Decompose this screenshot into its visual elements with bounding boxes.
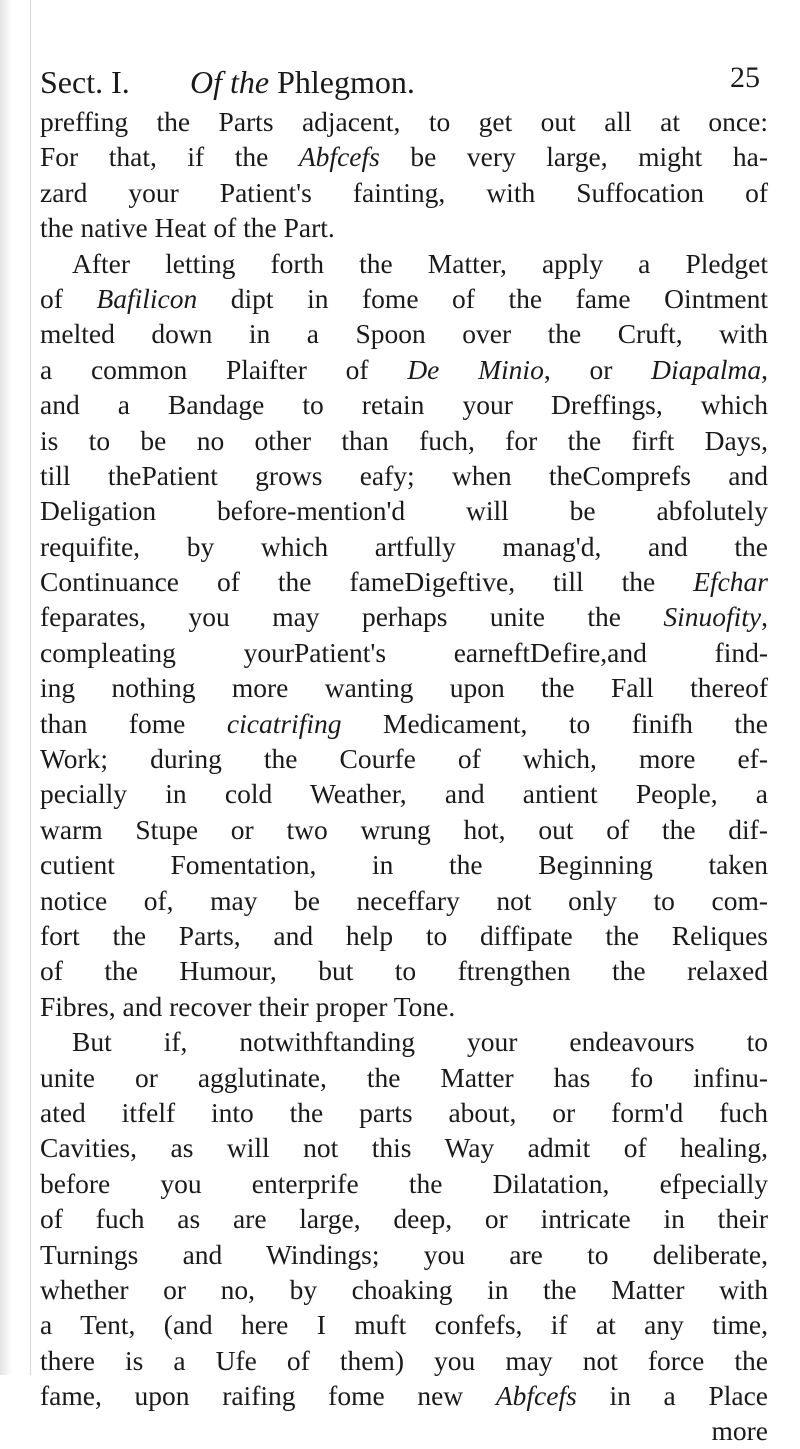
text-line: Cavities, as will not this Way admit of healing, <box>40 1132 768 1164</box>
text-line: But if, notwithftanding your endeavours to <box>72 1026 768 1058</box>
section-label: Sect. I. <box>40 64 130 100</box>
text-line: till thePatient grows eafy; when theComprefs and <box>40 459 768 491</box>
text-line: Fibres, and recover their proper Tone. <box>40 990 456 1022</box>
text-line: unite or agglutinate, the Matter has fo infinu- <box>40 1061 768 1093</box>
text-line: ing nothing more wanting upon the Fall thereof <box>40 672 768 704</box>
running-header <box>40 62 760 102</box>
body-text <box>40 104 768 1449</box>
text-line: the native Heat of the Part. <box>40 212 335 244</box>
text-line: more <box>711 1415 768 1447</box>
text-line: requifite, by which artfully manag'd, and the <box>40 530 768 562</box>
text-line: Turnings and Windings; you are to deliberate, <box>40 1238 768 1270</box>
text-line: a common Plaifter of De Minio, or Diapalma, <box>40 353 768 385</box>
text-line: is to be no other than fuch, for the firft Days, <box>40 424 768 456</box>
text-line: After letting forth the Matter, apply a Pledget <box>72 247 768 279</box>
text-line: fort the Parts, and help to diffipate the Reliques <box>40 919 768 951</box>
text-line: feparates, you may perhaps unite the Sinuofity, <box>40 601 768 633</box>
text-line: Continuance of the fameDigeftive, till the Efchar <box>40 566 768 598</box>
chapter-title-italic: Of the <box>190 64 270 100</box>
chapter-title <box>190 62 415 102</box>
text-line: Work; during the Courfe of which, more ef- <box>40 743 768 775</box>
text-line: warm Stupe or two wrung hot, out of the dif- <box>40 813 768 845</box>
chapter-title-rest: Phlegmon. <box>269 64 415 100</box>
text-line: notice of, may be neceffary not only to com- <box>40 884 768 916</box>
text-line: of the Humour, but to ftrengthen the relaxed <box>40 955 768 987</box>
text-line: a Tent, (and here I muft confefs, if at any time, <box>40 1309 768 1341</box>
page-gutter-shadow <box>0 0 12 1375</box>
text-line: pecially in cold Weather, and antient People, a <box>40 778 768 810</box>
text-line: ated itfelf into the parts about, or form'd fuch <box>40 1096 768 1128</box>
text-line: For that, if the Abfcefs be very large, might ha- <box>40 141 768 173</box>
text-line: than fome cicatrifing Medicament, to finifh the <box>40 707 768 739</box>
text-line: and a Bandage to retain your Dreffings, which <box>40 389 768 421</box>
text-line: before you enterprife the Dilatation, efpecially <box>40 1167 768 1199</box>
page-fold-line <box>30 0 31 1375</box>
text-line: whether or no, by choaking in the Matter with <box>40 1273 768 1305</box>
text-line: melted down in a Spoon over the Cruft, with <box>40 318 768 350</box>
text-line: fame, upon raifing fome new Abfcefs in a Place <box>40 1380 768 1412</box>
text-line: of Bafilicon dipt in fome of the fame Ointment <box>40 282 768 314</box>
page-number: 25 <box>730 61 760 94</box>
text-line: zard your Patient's fainting, with Suffocation of <box>40 176 768 208</box>
text-line: of fuch as are large, deep, or intricate in their <box>40 1203 768 1235</box>
text-line: cutient Fomentation, in the Beginning taken <box>40 849 768 881</box>
text-line: there is a Ufe of them) you may not force the <box>40 1344 768 1376</box>
text-line: preffing the Parts adjacent, to get out all at once: <box>40 106 768 137</box>
text-line: compleating yourPatient's earneftDefire,and find- <box>40 636 768 668</box>
text-line: Deligation before-mention'd will be abfolutely <box>40 495 768 527</box>
